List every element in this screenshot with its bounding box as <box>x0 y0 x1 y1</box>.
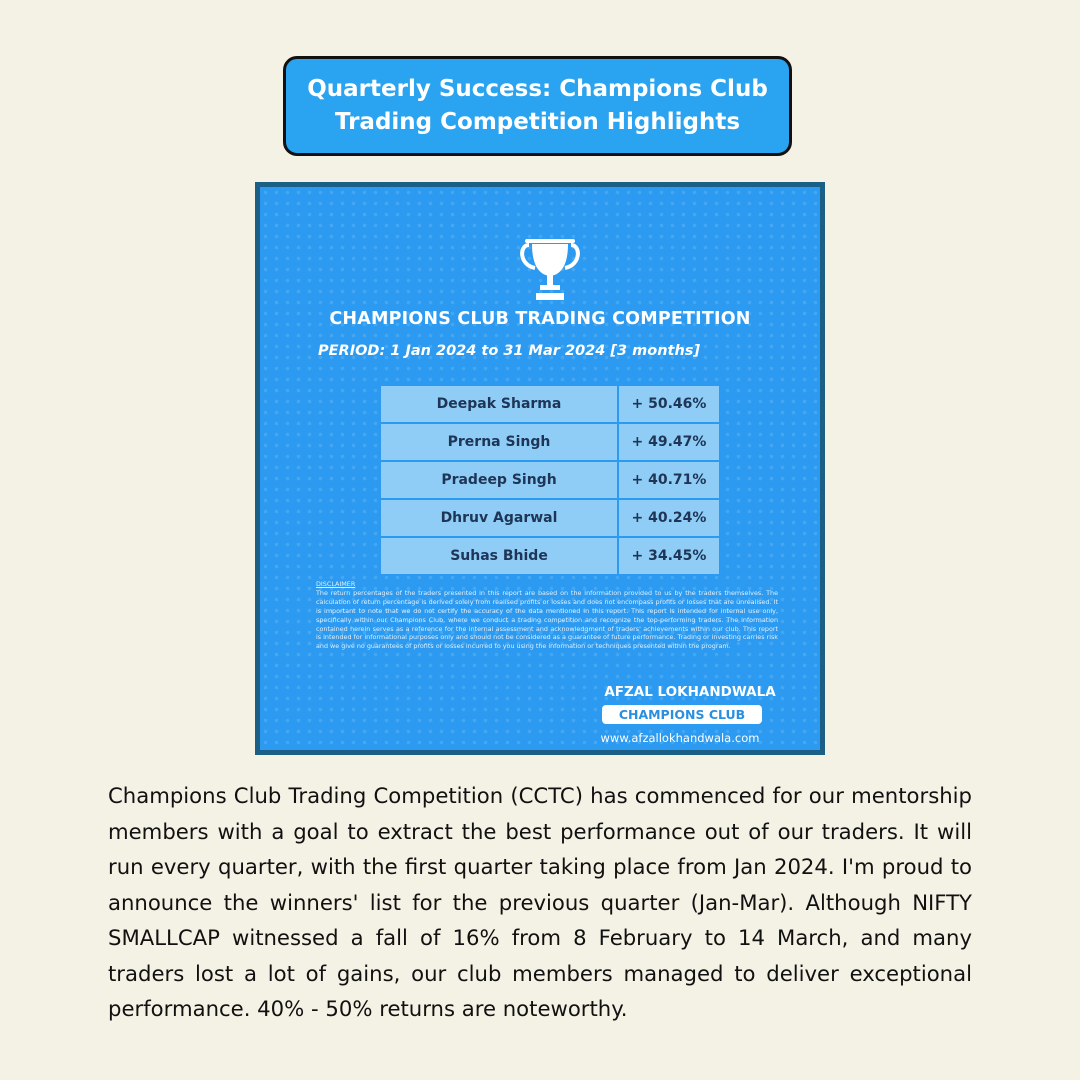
winner-name: Prerna Singh <box>380 423 618 461</box>
competition-period: PERIOD: 1 Jan 2024 to 31 Mar 2024 [3 months] <box>318 343 701 359</box>
header-title-line1: Quarterly Success: Champions Club <box>307 76 768 102</box>
club-badge: CHAMPIONS CLUB <box>602 705 762 724</box>
poster-title: CHAMPIONS CLUB TRADING COMPETITION <box>329 309 751 329</box>
disclaimer <box>316 580 778 651</box>
table-row <box>380 499 720 537</box>
winner-name: Pradeep Singh <box>380 461 618 499</box>
winner-name: Deepak Sharma <box>380 385 618 423</box>
table-row <box>380 461 720 499</box>
header-title-line2: Trading Competition Highlights <box>334 109 741 135</box>
table-row <box>380 537 720 575</box>
winner-return: + 40.71% <box>618 461 720 499</box>
trophy-icon <box>515 235 585 305</box>
winner-return: + 50.46% <box>618 385 720 423</box>
brand-name: AFZAL LOKHANDWALA <box>604 684 776 700</box>
winner-return: + 49.47% <box>618 423 720 461</box>
header-title-box <box>283 56 792 156</box>
description-paragraph: Champions Club Trading Competition (CCTC) has commenced for our mentorship members with a goal to extract the best performance out of our traders. It will run every quarter, with the first quarter taking place from Jan 2024. I'm proud to announce the winners' list for the previous quarter (Jan-Mar). Although NIFTY SMALLCAP witnessed a fall of 16% from 8 February to 14 March, and many traders lost a lot of gains, our club members managed to deliver exceptional performance. 40% - 50% returns are noteworthy. <box>108 783 972 1021</box>
winner-name: Suhas Bhide <box>380 537 618 575</box>
winner-return: + 40.24% <box>618 499 720 537</box>
winner-return: + 34.45% <box>618 537 720 575</box>
table-row <box>380 423 720 461</box>
website-text: www.afzallokhandwala.com <box>600 731 760 745</box>
competition-poster <box>255 182 825 755</box>
winner-name: Dhruv Agarwal <box>380 499 618 537</box>
disclaimer-text: The return percentages of the traders presented in this report are based on the information provided to us by the traders themselves. The calculation of return percentage is derived solely from realised profits or losses and does not encompass profits or losses that are unrealised. It is important to note that we do not certify the accuracy of the data mentioned in this report. This report is intended for internal use only, specifically within our Champions Club, where we conduct a trading competition and recognize the top-performing traders. The information contained herein serves as a reference for the internal assessment and acknowledgment of traders' achievements within our club. This report is intended for informational purposes only and should not be considered as a guarantee of future performance. Trading or investing carries risk and we give no guarantees of profits or losses incurred to you using the information or techniques presented within the program. <box>316 588 778 651</box>
winners-table <box>379 384 721 576</box>
disclaimer-title: DISCLAIMER <box>316 580 356 588</box>
table-row <box>380 385 720 423</box>
